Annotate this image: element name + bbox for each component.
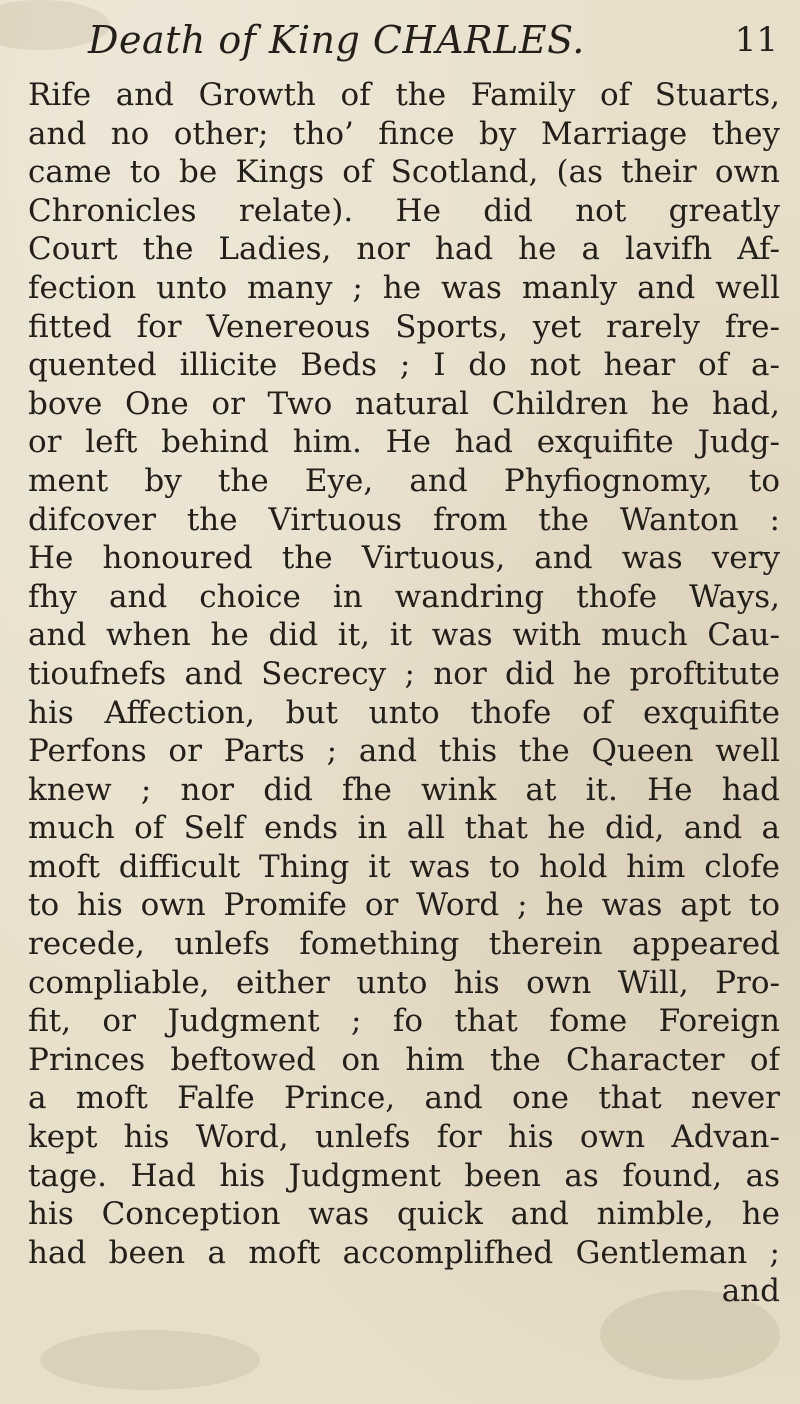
- text-line: or left behind him. He had exquifite Judg-: [28, 424, 780, 461]
- text-line: Perfons or Parts ; and this the Queen well: [28, 733, 780, 770]
- page-number: 11: [734, 20, 778, 60]
- catchword: and: [721, 1273, 780, 1310]
- text-line: Court the Ladies, nor had he a lavifh Af-: [28, 231, 780, 268]
- text-line: recede, unlefs fomething therein appeared: [28, 926, 780, 963]
- text-line: Rife and Growth of the Family of Stuarts,: [28, 77, 780, 113]
- text-line: his Conception was quick and nimble, he: [28, 1196, 780, 1233]
- text-line: ment by the Eye, and Phyfiognomy, to: [28, 462, 780, 499]
- text-line: a moft Falfe Prince, and one that never: [28, 1080, 780, 1117]
- text-line: fection unto many ; he was manly and well: [28, 269, 780, 306]
- text-line: Chronicles relate). He did not greatly: [28, 192, 780, 229]
- text-line: fhy and choice in wandring thofe Ways,: [28, 578, 780, 615]
- text-line: moft difficult Thing it was to hold him clofe: [28, 848, 780, 885]
- running-head: Death of King CHARLES.: [88, 18, 585, 62]
- text-line: had been a moft accomplifhed Gentleman ;: [28, 1234, 780, 1271]
- text-line: and no other; tho’ fince by Marriage they: [28, 115, 780, 152]
- text-line: to his own Promife or Word ; he was apt to: [28, 887, 780, 924]
- body-text: [28, 76, 780, 1311]
- text-line: tioufnefs and Secrecy ; nor did he proftitute: [28, 655, 780, 692]
- text-line: bove One or Two natural Children he had,: [28, 385, 780, 422]
- text-line: came to be Kings of Scotland, (as their own: [28, 154, 780, 191]
- text-line: knew ; nor did fhe wink at it. He had: [28, 771, 780, 808]
- text-line: quented illicite Beds ; I do not hear of a-: [28, 347, 780, 384]
- text-line: difcover the Virtuous from the Wanton :: [28, 501, 780, 538]
- text-line: Princes beftowed on him the Character of: [28, 1041, 780, 1078]
- text-line: tage. Had his Judgment been as found, as: [28, 1157, 780, 1194]
- text-line: fit, or Judgment ; fo that fome Foreign: [28, 1003, 780, 1040]
- text-line: fitted for Venereous Sports, yet rarely fre-: [28, 308, 780, 345]
- text-line: and when he did it, it was with much Cau-: [28, 617, 780, 654]
- text-line: He honoured the Virtuous, and was very: [28, 540, 780, 577]
- text-line: kept his Word, unlefs for his own Advan-: [28, 1119, 780, 1156]
- text-line: compliable, either unto his own Will, Pro-: [28, 964, 780, 1001]
- text-line: his Affection, but unto thofe of exquifite: [28, 694, 780, 731]
- page-header: [88, 18, 778, 70]
- text-line: much of Self ends in all that he did, and a: [28, 810, 780, 847]
- paper-stain: [40, 1330, 260, 1390]
